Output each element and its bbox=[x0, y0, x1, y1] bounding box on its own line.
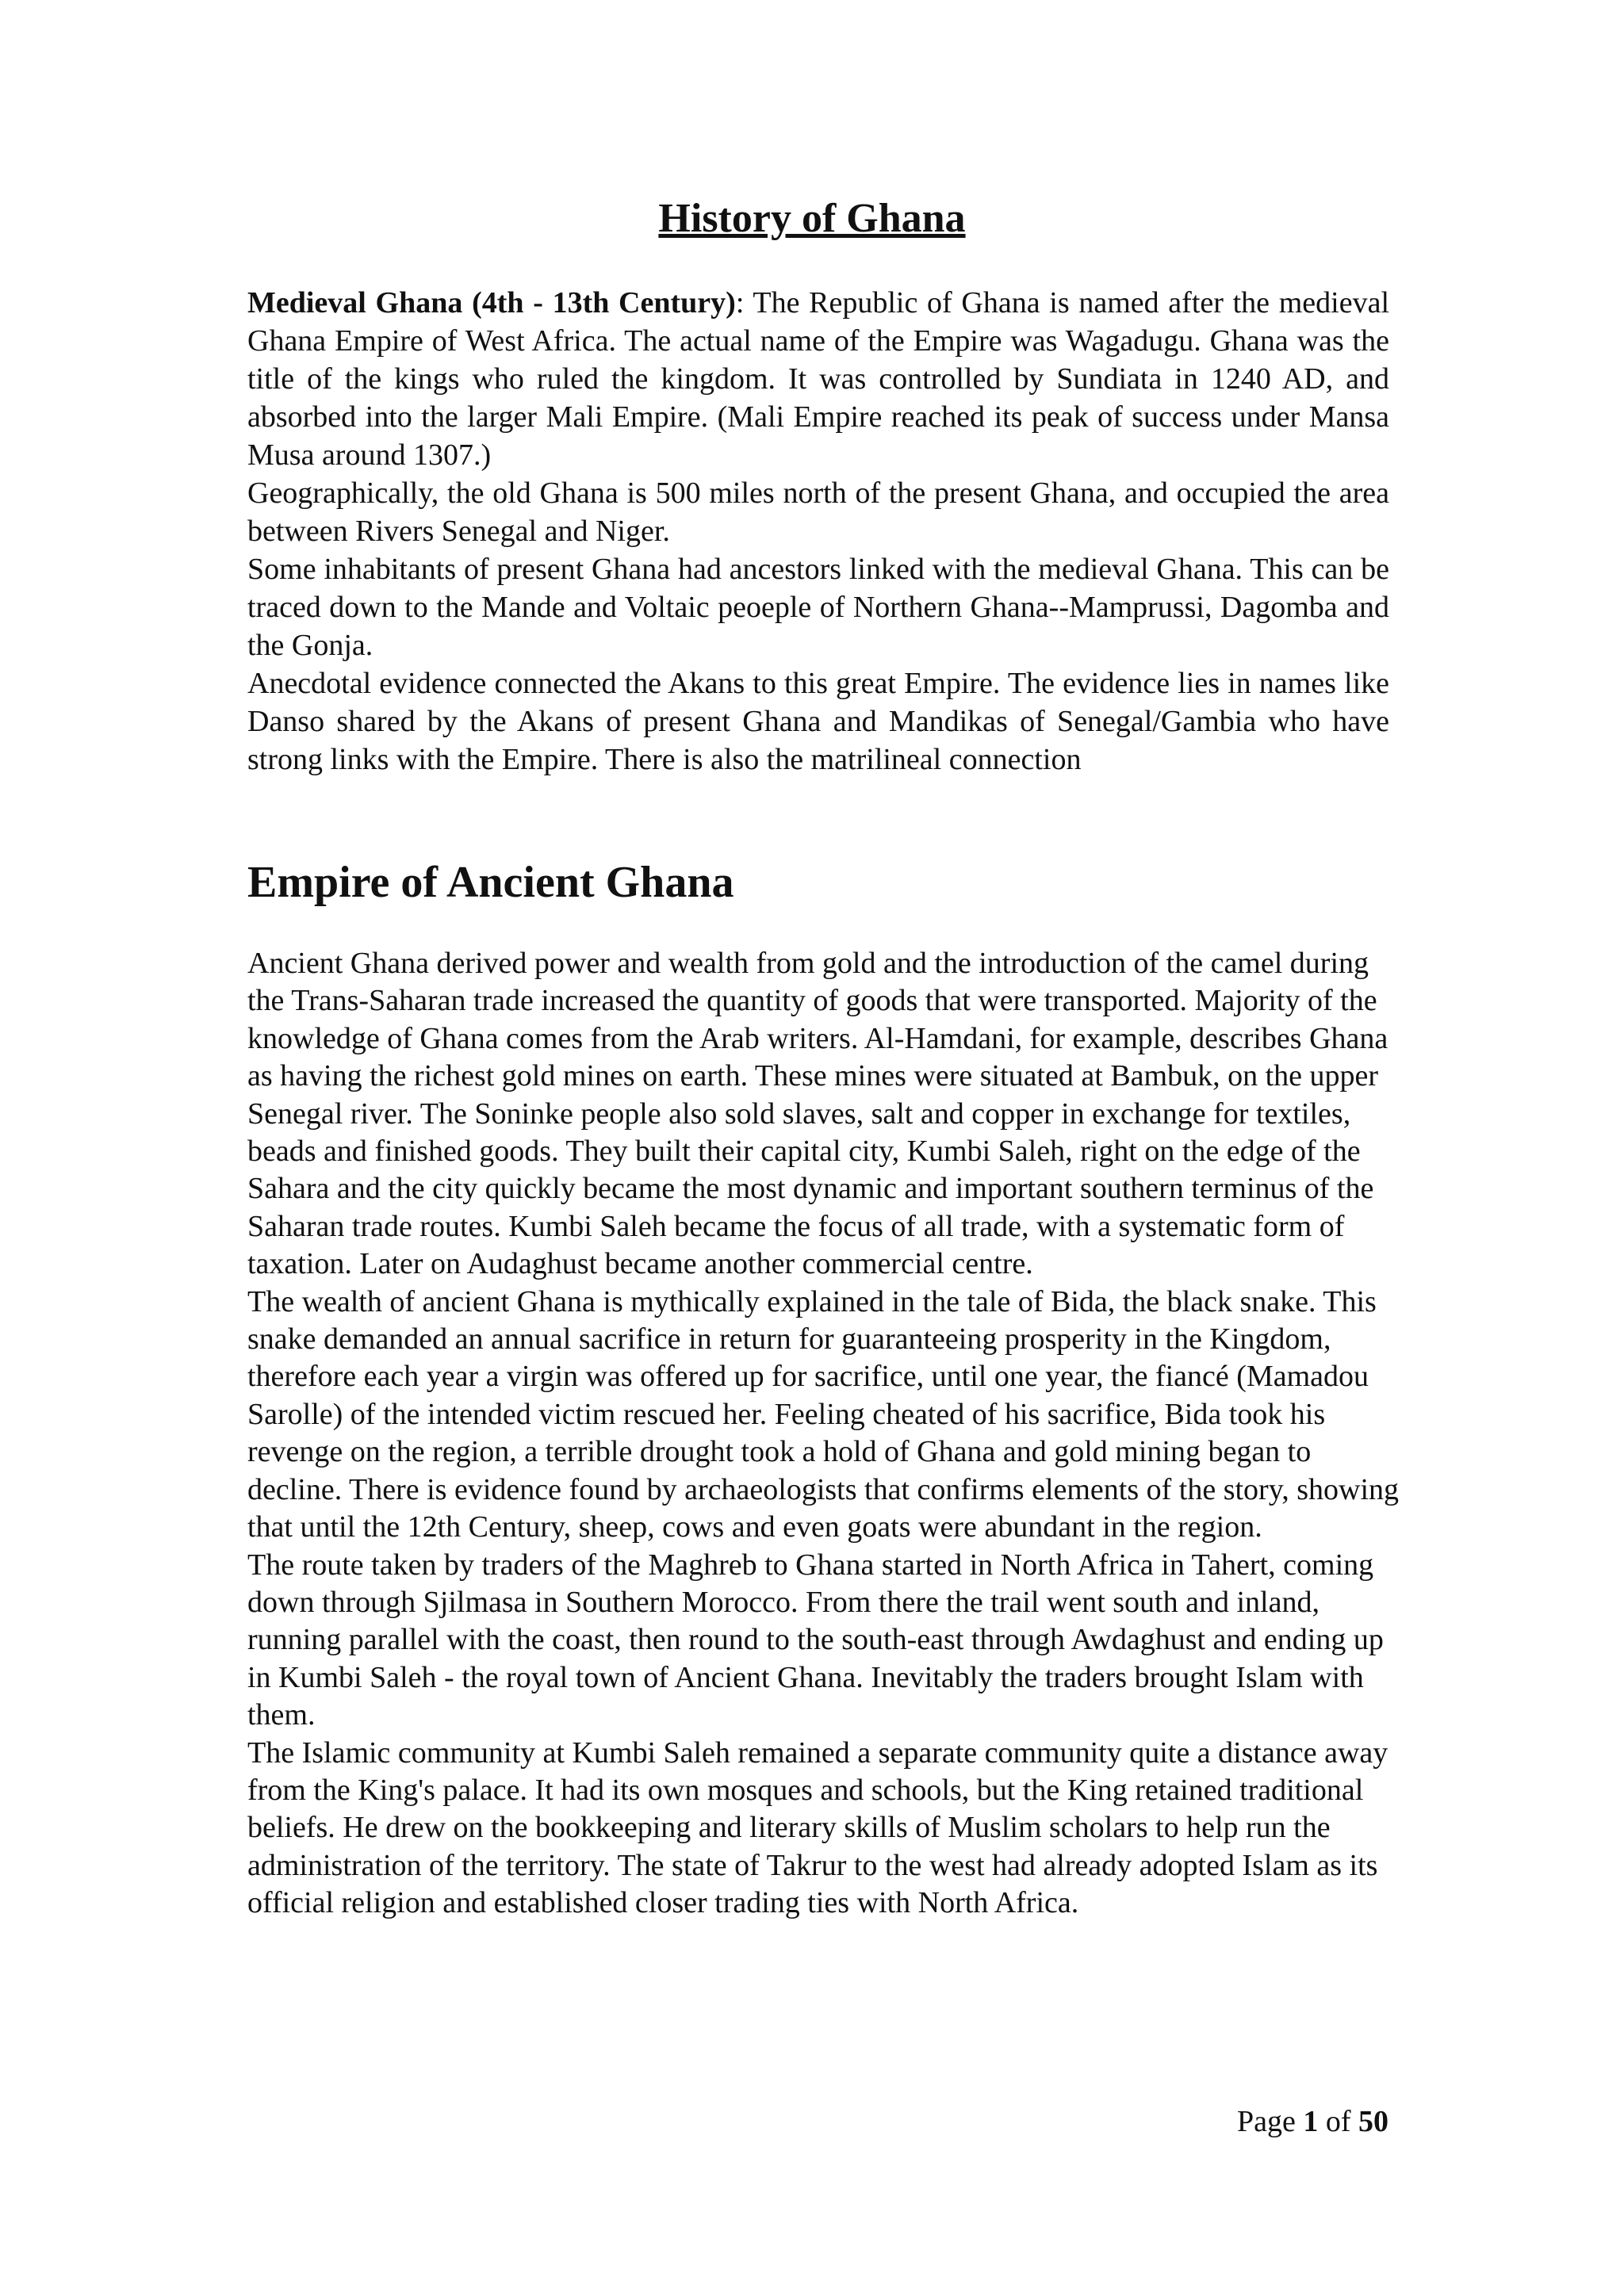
paragraph: The wealth of ancient Ghana is mythically explained in the tale of Bida, the black snake. This snake demanded an annual sacrifice in return for guaranteeing prosperity in the Kingdom, therefore each year a virgin was offered up for sacrifice, until one year, the fiancé (Mamadou Sarolle) of the intended victim rescued her. Feeling cheated of his sacrifice, Bida took his revenge on the region, a terrible drought took a hold of Ghana and gold mining began to decline. There is evidence found by archaeologists that confirms elements of the story, showing that until the 12th Century, sheep, cows and even goats were abundant in the region. bbox=[247, 1284, 1400, 1544]
lead-paragraph bbox=[247, 284, 1389, 474]
page-word: Page bbox=[1236, 2105, 1296, 2138]
paragraph: Anecdotal evidence connected the Akans to this great Empire. The evidence lies in names like Danso shared by the Akans of present Ghana and Mandikas of Senegal/Gambia who have strong links with the Empire. There is also the matrilineal connection bbox=[247, 667, 1389, 776]
paragraph: Ancient Ghana derived power and wealth from gold and the introduction of the camel during the Trans-Saharan trade increased the quantity of goods that were transported. Majority of the knowledge of Ghana comes from the Arab writers. Al-Hamdani, for example, describes Ghana as having the richest gold mines on earth. These mines were situated at Bambuk, on the upper Senegal river. The Soninke people also sold slaves, salt and copper in exchange for textiles, beads and finished goods. They built their capital city, Kumbi Saleh, right on the edge of the Sahara and the city quickly became the most dynamic and important southern terminus of the Saharan trade routes. Kumbi Saleh became the focus of all trade, with a systematic form of taxation. Later on Audaghust became another commercial centre. bbox=[247, 947, 1388, 1281]
paragraph: Some inhabitants of present Ghana had ancestors linked with the medieval Ghana. This can be traced down to the Mande and Voltaic peoeple of Northern Ghana--Mamprussi, Dagomba and the Gonja. bbox=[247, 553, 1389, 662]
empire-section bbox=[247, 945, 1405, 1923]
page-number bbox=[1237, 2103, 1388, 2141]
current-page: 1 bbox=[1303, 2105, 1319, 2138]
of-word: of bbox=[1325, 2105, 1351, 2138]
paragraph: The Islamic community at Kumbi Saleh remained a separate community quite a distance away from the King's palace. It had its own mosques and schools, but the King retained traditional beliefs. He drew on the bookkeeping and literary skills of Muslim scholars to help run the administration of the territory. The state of Takrur to the west had already adopted Islam as its official religion and established closer trading ties with North Africa. bbox=[247, 1735, 1388, 1920]
section-heading: Empire of Ancient Ghana bbox=[247, 858, 734, 907]
paragraph: Geographically, the old Ghana is 500 miles north of the present Ghana, and occupied the area between Rivers Senegal and Niger. bbox=[247, 476, 1389, 548]
page-title: History of Ghana bbox=[658, 196, 966, 241]
lead-bold-text: Medieval Ghana (4th - 13th Century) bbox=[247, 286, 736, 320]
total-pages: 50 bbox=[1358, 2105, 1388, 2138]
paragraph: The route taken by traders of the Maghreb to Ghana started in North Africa in Tahert, coming down through Sjilmasa in Southern Morocco. From there the trail went south and inland, running parallel with the coast, then round to the south-east through Awdaghust and ending up in Kumbi Saleh - the royal town of Ancient Ghana. Inevitably the traders brought Islam with them. bbox=[247, 1548, 1384, 1732]
lead-text: : The Republic of Ghana is named after the medieval Ghana Empire of West Africa. The actual name of the Empire was Wagadugu. Ghana was the title of the kings who ruled the kingdom. It was controlled by Sundiata in 1240 AD, and absorbed into the larger Mali Empire. (Mali Empire reached its peak of success under Mansa Musa around 1307.) bbox=[247, 286, 1390, 472]
medieval-ghana-section bbox=[247, 284, 1389, 779]
